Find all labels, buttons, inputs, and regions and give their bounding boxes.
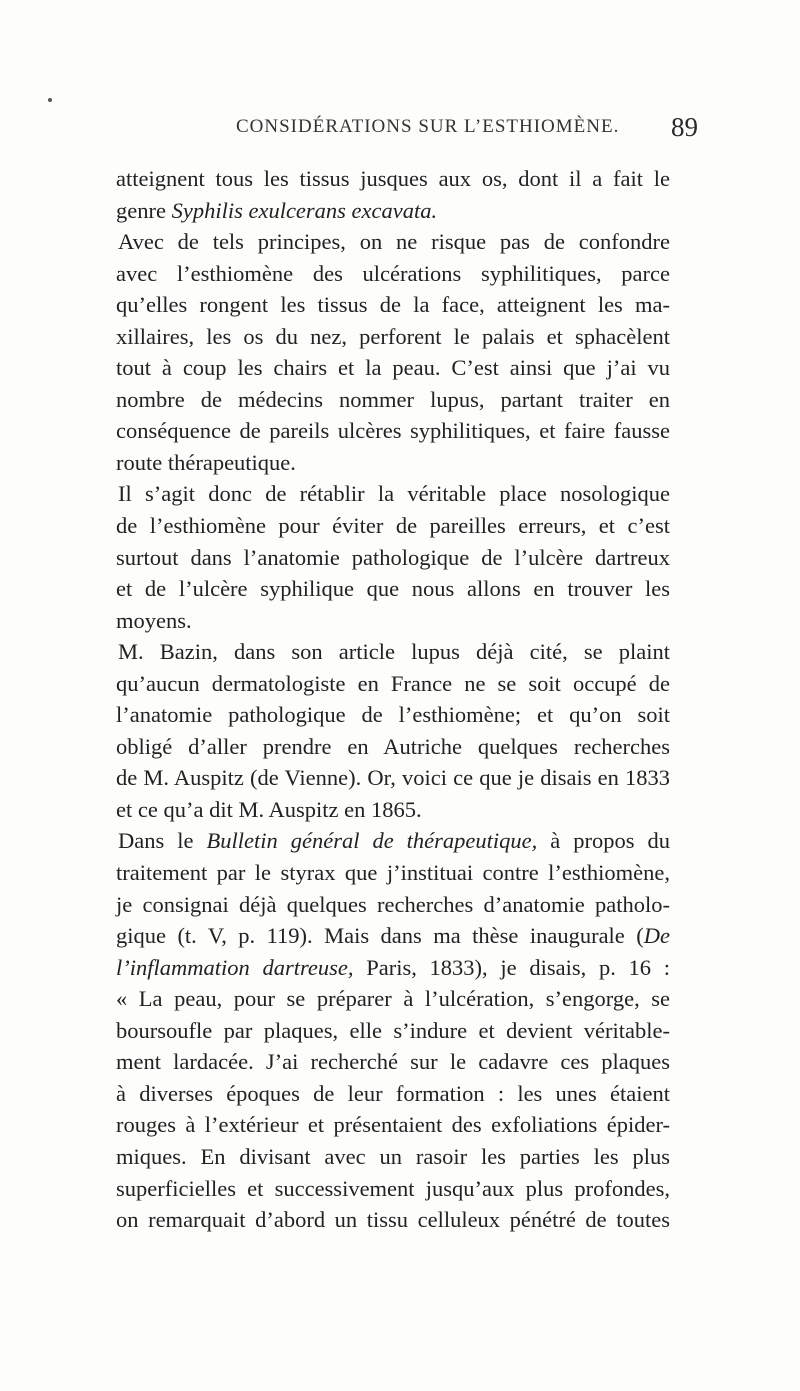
text-line [116,857,670,889]
text-line [116,163,670,195]
text-line [116,258,670,290]
text-line [116,983,670,1015]
text-run: moyens. [116,607,192,633]
page-header [98,112,702,156]
text-line [116,1109,670,1141]
text-line [116,289,670,321]
text-run: « La peau, pour se préparer à l’ulcération, s’engorge, se [116,986,670,1012]
text-run: rouges à l’extérieur et présentaient des exfoliations épider- [116,1112,670,1138]
text-run: route thérapeutique. [116,449,296,475]
text-line [116,1046,670,1078]
text-line [116,415,670,447]
body-text [116,163,670,1236]
text-run: gique (t. V, p. 119). Mais dans ma thèse inaugurale ( [116,923,644,949]
text-run: avec l’esthiomène des ulcérations syphilitiques, parce [116,260,670,286]
text-run: Il s’agit donc de rétablir la véritable place nosologique [118,481,670,507]
text-run: tout à coup les chairs et la peau. C’est ainsi que j’ai vu [116,355,670,381]
text-line [116,226,670,258]
text-run: xillaires, les os du nez, perforent le palais et sphacèlent [116,323,670,349]
text-line [116,195,670,227]
text-run: genre [116,197,172,223]
text-run: nombre de médecins nommer lupus, partant traiter en [116,386,670,412]
text-run: atteignent tous les tissus jusques aux os, dont il a fait le [116,166,670,191]
text-line [116,1078,670,1110]
text-line [116,1141,670,1173]
text-line [116,668,670,700]
text-run: de M. Auspitz (de Vienne). Or, voici ce que je disais en 1833 [116,765,670,791]
text-line [116,920,670,952]
text-line [116,510,670,542]
text-run: superficielles et successivement jusqu’aux plus profondes, [116,1175,670,1201]
text-line [116,384,670,416]
ink-speck [48,98,52,102]
text-run: ment lardacée. J’ai recherché sur le cadavre ces plaques [116,1049,670,1075]
text-line [116,352,670,384]
text-line [116,1204,670,1236]
text-line [116,762,670,794]
italic-text: Syphilis exulcerans excavata. [171,197,438,223]
running-title: CONSIDÉRATIONS SUR L’ESTHIOMÈNE. [236,116,620,137]
text-line [116,794,670,826]
text-run: obligé d’aller prendre en Autriche quelques recherches [116,733,670,759]
text-line [116,952,670,984]
text-run: qu’elles rongent les tissus de la face, atteignent les ma- [116,292,670,318]
text-line [116,699,670,731]
text-run: l’anatomie pathologique de l’esthiomène; et qu’on soit [116,702,670,728]
text-run: traitement par le styrax que j’instituai contre l’esthiomène, [116,860,670,886]
text-line [116,825,670,857]
text-run: Avec de tels principes, on ne risque pas de confondre [118,229,670,255]
italic-text: l’inflammation dartreuse, [116,954,354,980]
text-run: qu’aucun dermatologiste en France ne se soit occupé de [116,670,670,696]
text-run: Paris, 1833), je disais, p. 16 : [353,954,671,980]
text-line [116,1015,670,1047]
text-line [116,889,670,921]
text-run: je consignai déjà quelques recherches d’anatomie patholo- [116,891,670,917]
text-run: et ce qu’a dit M. Auspitz en 1865. [116,796,422,822]
text-run: M. Bazin, dans son article lupus déjà cité, se plaint [118,639,670,665]
text-run: et de l’ulcère syphilique que nous allons en trouver les [116,576,670,602]
text-run: à diverses époques de leur formation : les unes étaient [116,1080,670,1106]
text-line [116,542,670,574]
italic-text: Bulletin général de thérapeutique, [206,828,538,854]
text-line [116,605,670,637]
text-line [116,731,670,763]
text-run: boursoufle par plaques, elle s’indure et devient véritable- [116,1017,670,1043]
text-run: de l’esthiomène pour éviter de pareilles erreurs, et c’est [116,513,670,539]
text-run: à propos du [537,828,671,854]
italic-text: De [643,923,670,949]
text-line [116,636,670,668]
text-run: surtout dans l’anatomie pathologique de l’ulcère dartreux [116,544,670,570]
text-line [116,573,670,605]
text-run: conséquence de pareils ulcères syphilitiques, et faire fausse [116,418,670,444]
text-run: Dans le [118,828,207,854]
text-line [116,447,670,479]
text-run: miques. En divisant avec un rasoir les parties les plus [116,1143,670,1169]
text-line [116,1173,670,1205]
page-number: 89 [671,112,698,142]
text-line [116,478,670,510]
text-run: on remarquait d’abord un tissu celluleux pénétré de toutes [116,1207,670,1233]
text-line [116,321,670,353]
